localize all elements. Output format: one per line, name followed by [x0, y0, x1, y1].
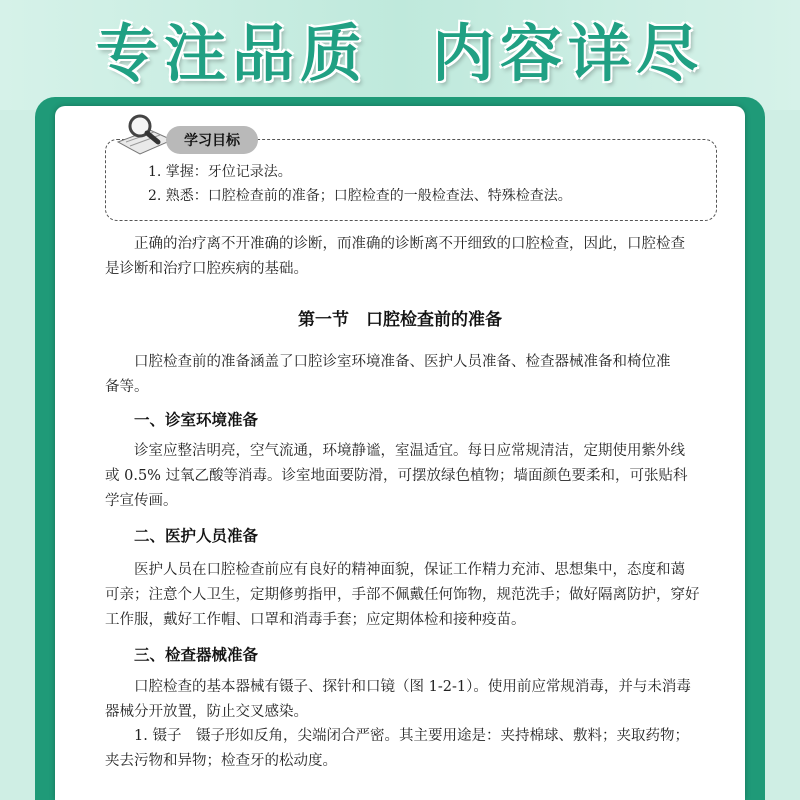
- subsection-title-environment: 一、诊室环境准备: [134, 411, 259, 429]
- subsection-title-instruments: 三、检查器械准备: [134, 646, 259, 664]
- section-intro-paragraph: [105, 350, 715, 400]
- section-intro-line: 口腔检查前的准备涵盖了口腔诊室环境准备、医护人员准备、检查器械准备和椅位准: [134, 354, 671, 370]
- intro-line: 正确的治疗离不开准确的诊断，而准确的诊断离不开细致的口腔检查，因此，口腔检查: [134, 236, 685, 252]
- section-title: 第一节 口腔检查前的准备: [298, 310, 502, 330]
- staff-paragraph: [105, 558, 715, 633]
- banner: [0, 8, 800, 88]
- intro-line: 是诊断和治疗口腔疾病的基础。: [105, 261, 308, 277]
- instruments-line: 器械分开放置，防止交叉感染。: [105, 704, 308, 720]
- learning-goals-box: [105, 133, 717, 221]
- goal-item: 1. 掌握：牙位记录法。: [148, 164, 292, 180]
- instruments-paragraph: [105, 675, 715, 725]
- magnifier-icon: [114, 112, 174, 156]
- staff-line: 工作服，戴好工作帽、口罩和消毒手套；应定期体检和接种疫苗。: [105, 612, 526, 628]
- banner-left-text: 专注品质: [95, 16, 368, 90]
- subsection-title-staff: 二、医护人员准备: [134, 527, 259, 545]
- tweezers-paragraph: [105, 724, 715, 774]
- environment-paragraph: [105, 439, 715, 514]
- instruments-line: 口腔检查的基本器械有镊子、探针和口镜（图 1-2-1）。使用前应常规消毒，并与未消毒: [134, 679, 691, 695]
- tweezers-line: 1. 镊子 镊子形如反角，尖端闭合严密。其主要用途是：夹持棉球、敷料；夹取药物；: [134, 728, 689, 744]
- staff-line: 医护人员在口腔检查前应有良好的精神面貌，保证工作精力充沛、思想集中，态度和蔼: [134, 562, 685, 578]
- staff-line: 可亲；注意个人卫生，定期修剪指甲，手部不佩戴任何饰物，规范洗手；做好隔离防护，穿好: [105, 587, 700, 603]
- environment-line: 诊室应整洁明亮，空气流通，环境静谧，室温适宜。每日应常规清洁，定期使用紫外线: [134, 443, 685, 459]
- learning-goals-title: 学习目标: [184, 133, 240, 149]
- banner-right-text: 内容详尽: [432, 16, 705, 90]
- environment-line: 学宣传画。: [105, 493, 178, 509]
- intro-paragraph: [105, 232, 715, 282]
- goal-item: 2. 熟悉：口腔检查前的准备；口腔检查的一般检查法、特殊检查法。: [148, 188, 572, 204]
- learning-goals-badge: [166, 126, 258, 154]
- section-intro-line: 备等。: [105, 379, 149, 395]
- tweezers-line: 夹去污物和异物；检查牙的松动度。: [105, 753, 337, 769]
- environment-line: 或 0.5% 过氧乙酸等消毒。诊室地面要防滑，可摆放绿色植物；墙面颜色要柔和，可张贴科: [105, 468, 688, 484]
- document-page: [55, 106, 745, 800]
